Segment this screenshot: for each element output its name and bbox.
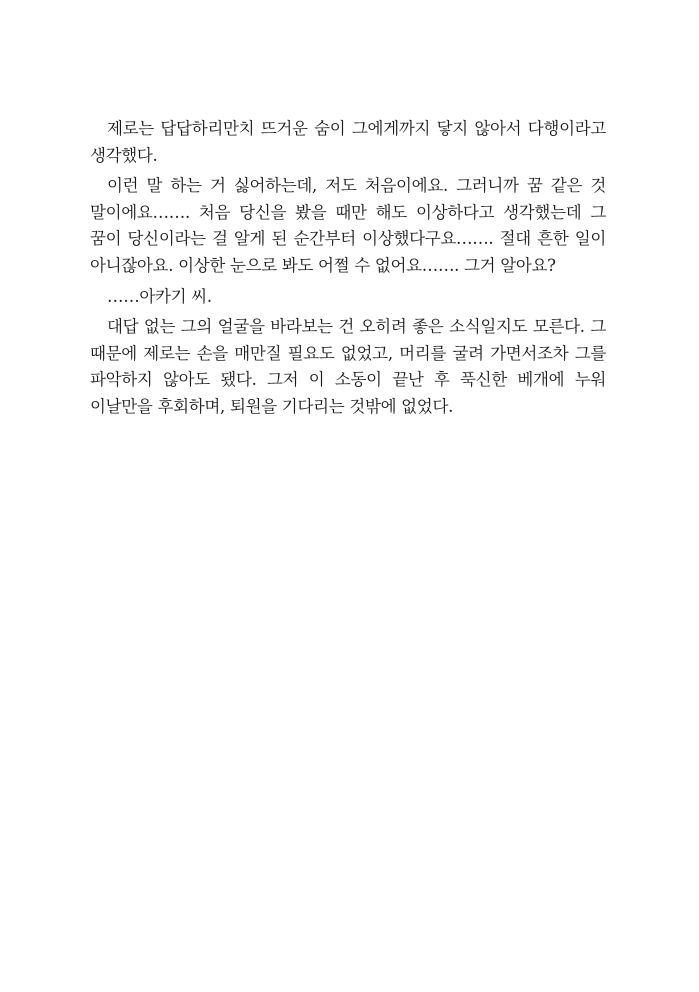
body-text [90, 116, 606, 425]
paragraph-3: ……아카기 씨. [107, 286, 212, 306]
paragraph-4: 대답 없는 그의 얼굴을 바라보는 건 오히려 좋은 소식일지도 모른다. 그 때문에 제로는 손을 매만질 필요도 없었고, 머리를 굴려 가면서조차 그를 파악하지 않아도 됐다. 그저 이 소동이 끝난 후 푹신한 베개에 누워 이날만을 후회하며, 퇴원을 기다리는 것밖에 없었다. [90, 317, 606, 416]
paragraph-2: 이런 말 하는 거 싫어하는데, 저도 처음이에요. 그러니까 꿈 같은 것 말이에요……. 처음 당신을 봤을 때만 해도 이상하다고 생각했는데 그 꿈이 당신이라는 걸 알게 된 순간부터 이상했다구요……. 절대 흔한 일이 아니잖아요. 이상한 눈으로 봐도 어쩔 수 없어요……. 그거 알아요? [90, 176, 606, 275]
paragraph-1: 제로는 답답하리만치 뜨거운 숨이 그에게까지 닿지 않아서 다행이라고 생각했다. [90, 119, 606, 165]
